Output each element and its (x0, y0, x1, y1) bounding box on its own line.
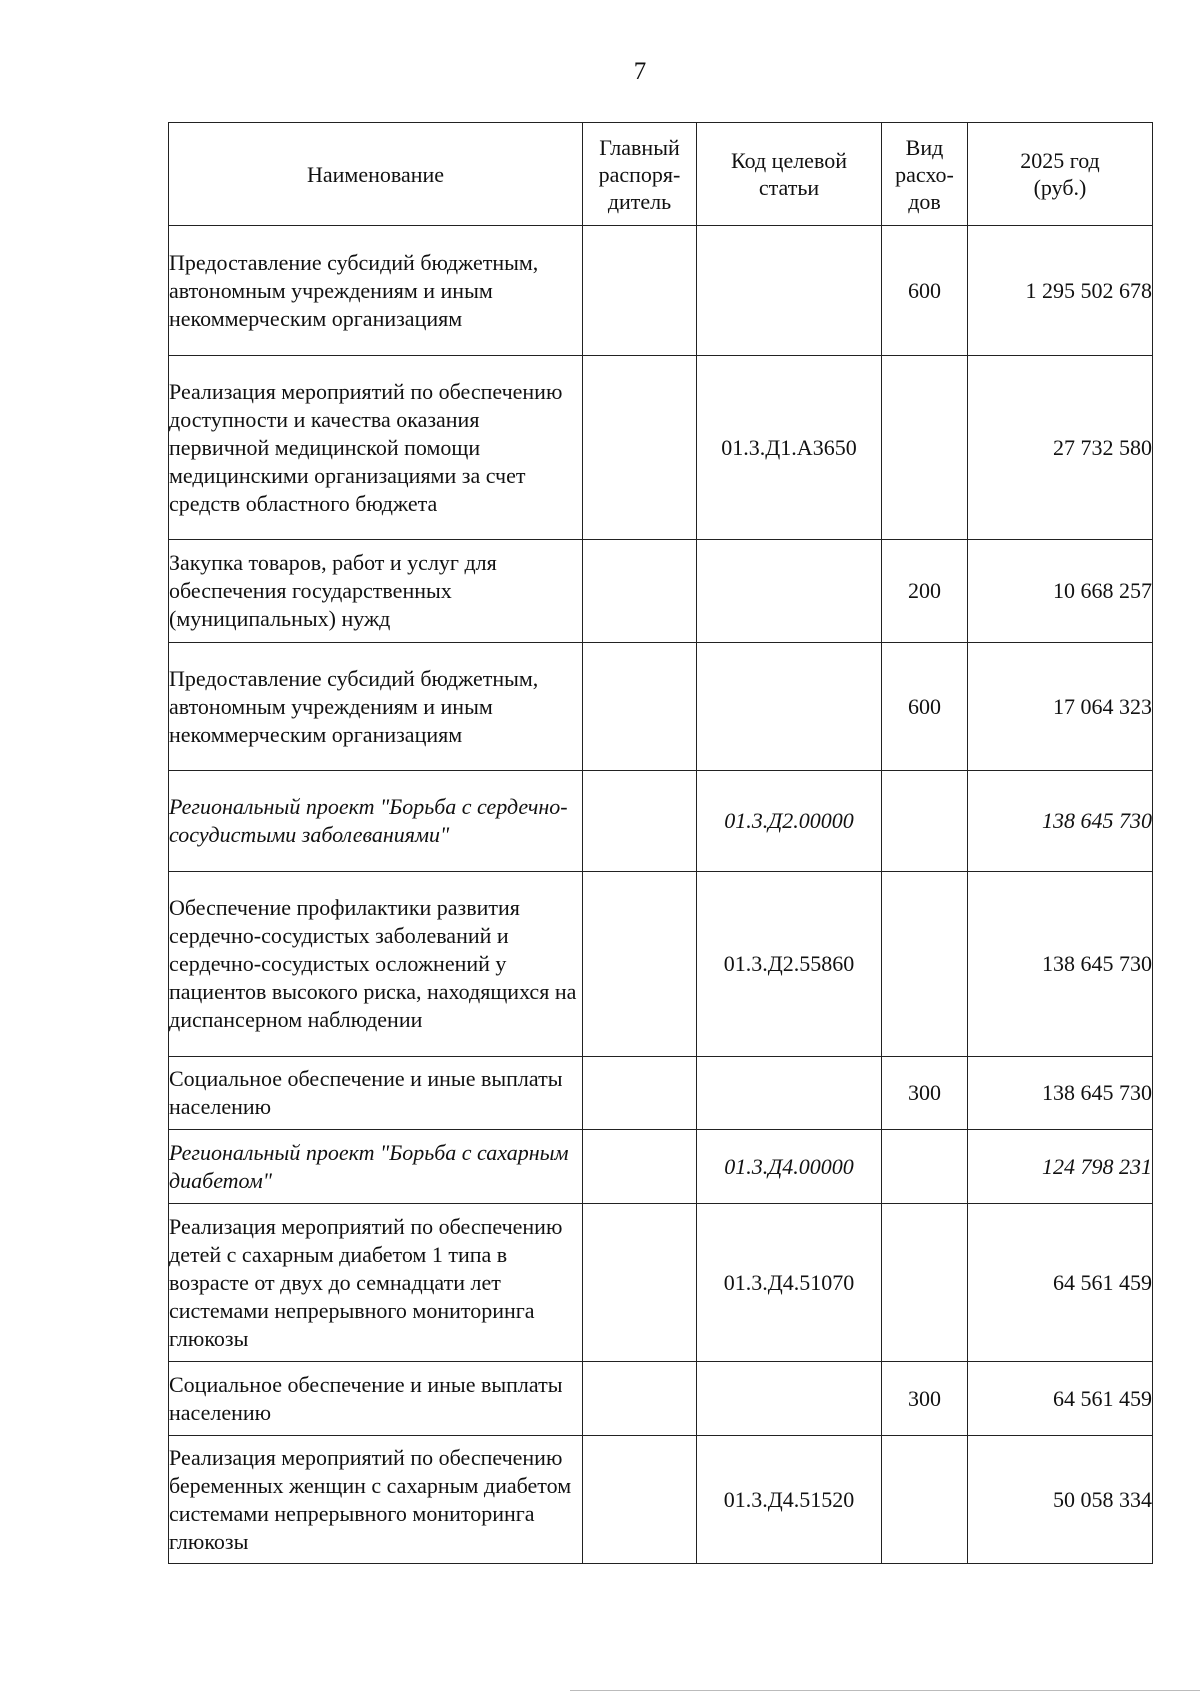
row-name: Закупка товаров, работ и услуг для обеспечения государственных (муниципальных) нужд (169, 540, 583, 643)
table-row (169, 540, 1153, 643)
row-type: 600 (882, 643, 968, 771)
row-admin (583, 540, 697, 643)
table-row-project (169, 771, 1153, 872)
row-admin (583, 1436, 697, 1564)
row-amount: 10 668 257 (968, 540, 1153, 643)
row-type (882, 356, 968, 540)
row-admin (583, 1204, 697, 1362)
row-code: 01.3.Д1.А3650 (697, 356, 882, 540)
row-code: 01.3.Д4.51520 (697, 1436, 882, 1564)
row-type (882, 1436, 968, 1564)
table-row (169, 1436, 1153, 1564)
row-admin (583, 643, 697, 771)
row-code (697, 540, 882, 643)
row-type: 600 (882, 226, 968, 356)
row-code: 01.3.Д4.00000 (697, 1130, 882, 1204)
row-code: 01.3.Д2.55860 (697, 872, 882, 1057)
table-header-row (169, 123, 1153, 226)
row-code (697, 1362, 882, 1436)
table-row-project (169, 1130, 1153, 1204)
row-amount: 17 064 323 (968, 643, 1153, 771)
row-type: 200 (882, 540, 968, 643)
row-admin (583, 872, 697, 1057)
row-amount: 64 561 459 (968, 1204, 1153, 1362)
row-name: Региональный проект "Борьба с сердечно-сосудистыми заболеваниями" (169, 771, 583, 872)
row-type (882, 771, 968, 872)
table-row (169, 1057, 1153, 1130)
row-type: 300 (882, 1057, 968, 1130)
row-type: 300 (882, 1362, 968, 1436)
row-name: Социальное обеспечение и иные выплаты населению (169, 1362, 583, 1436)
row-name: Социальное обеспечение и иные выплаты населению (169, 1057, 583, 1130)
row-name: Реализация мероприятий по обеспечению детей с сахарным диабетом 1 типа в возрасте от двух до семнадцати лет системами непрерывного мониторинга глюкозы (169, 1204, 583, 1362)
header-type: Вид расхо- дов (882, 123, 968, 226)
table-row (169, 1362, 1153, 1436)
row-amount: 124 798 231 (968, 1130, 1153, 1204)
row-code (697, 643, 882, 771)
header-amount: 2025 год (руб.) (968, 123, 1153, 226)
row-name: Предоставление субсидий бюджетным, автономным учреждениям и иным некоммерческим организациям (169, 643, 583, 771)
row-name: Реализация мероприятий по обеспечению доступности и качества оказания первичной медицинской помощи медицинскими организациями за счет средств областного бюджета (169, 356, 583, 540)
row-admin (583, 1057, 697, 1130)
budget-table (168, 122, 1153, 1564)
header-name: Наименование (169, 123, 583, 226)
row-amount: 138 645 730 (968, 1057, 1153, 1130)
row-type (882, 1130, 968, 1204)
table-row (169, 1204, 1153, 1362)
row-type (882, 872, 968, 1057)
header-code: Код целевой статьи (697, 123, 882, 226)
row-code: 01.3.Д4.51070 (697, 1204, 882, 1362)
table-row (169, 643, 1153, 771)
row-name: Региональный проект "Борьба с сахарным диабетом" (169, 1130, 583, 1204)
row-name: Предоставление субсидий бюджетным, автономным учреждениям и иным некоммерческим организациям (169, 226, 583, 356)
row-admin (583, 1130, 697, 1204)
row-code (697, 1057, 882, 1130)
table-row (169, 872, 1153, 1057)
row-amount: 138 645 730 (968, 771, 1153, 872)
row-name: Обеспечение профилактики развития сердечно-сосудистых заболеваний и сердечно-сосудистых осложнений у пациентов высокого риска, находящихся на диспансерном наблюдении (169, 872, 583, 1057)
table-row (169, 356, 1153, 540)
row-amount: 138 645 730 (968, 872, 1153, 1057)
row-amount: 64 561 459 (968, 1362, 1153, 1436)
row-amount: 27 732 580 (968, 356, 1153, 540)
row-admin (583, 771, 697, 872)
table-row (169, 226, 1153, 356)
page-number: 7 (633, 58, 647, 85)
header-admin: Главный распоря- дитель (583, 123, 697, 226)
row-admin (583, 356, 697, 540)
row-amount: 1 295 502 678 (968, 226, 1153, 356)
row-code (697, 226, 882, 356)
row-name: Реализация мероприятий по обеспечению беременных женщин с сахарным диабетом системами непрерывного мониторинга глюкозы (169, 1436, 583, 1564)
page-bottom-line (570, 1690, 1200, 1691)
row-type (882, 1204, 968, 1362)
row-admin (583, 1362, 697, 1436)
row-amount: 50 058 334 (968, 1436, 1153, 1564)
row-code: 01.3.Д2.00000 (697, 771, 882, 872)
row-admin (583, 226, 697, 356)
